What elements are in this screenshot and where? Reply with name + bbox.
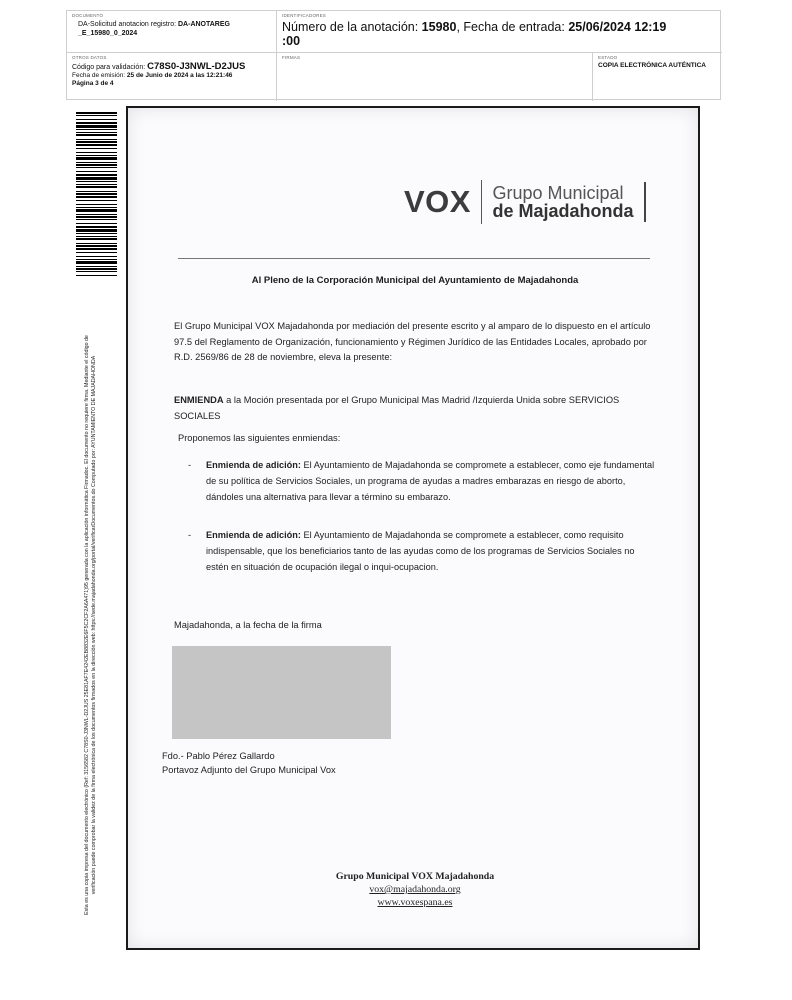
- documento-caption: DOCUMENTO: [72, 13, 104, 18]
- documento-value: DA-Solicitud anotacion registro: DA-ANOTAREG _E_15980_0_2024: [78, 21, 230, 37]
- proposal-intro: Proponemos las siguientes enmiendas:: [178, 433, 341, 443]
- identificadores-cell: [277, 11, 722, 53]
- footer-web[interactable]: www.voxespana.es: [377, 897, 453, 908]
- emission-date: Fecha de emisión: 25 de Junio de 2024 a las 12:21:46: [72, 72, 233, 79]
- letter-footer: [128, 870, 702, 909]
- otros-caption: OTROS DATOS: [72, 55, 107, 60]
- footer-email[interactable]: vox@majadahonda.org: [369, 884, 461, 895]
- otros-datos-cell: [67, 53, 277, 101]
- signatory-name: Fdo.- Pablo Pérez Gallardo: [162, 751, 275, 761]
- identificadores-value: Número de la anotación: 15980, Fecha de entrada: 25/06/2024 12:19 :00: [282, 20, 667, 48]
- barcode: [76, 112, 117, 276]
- signatory-role: Portavoz Adjunto del Grupo Municipal Vox: [162, 765, 336, 775]
- side-text-line-1: Esta es una copia impresa del documento electrónico (Ref: 3156582 C78S0-J3NWL-D2JUS 25E81AF7E4242EB8832E6F5C2CF2A6A471)95 generada con la aplicación informática Firmadoc. El documento no requiere firma. Mediante el código de: [84, 335, 90, 915]
- bullet: -: [188, 530, 192, 540]
- estado-value: COPIA ELECTRÓNICA AUTÉNTICA: [598, 62, 706, 69]
- logo-line-1: Grupo Municipal: [492, 183, 624, 203]
- validation-code: Código para validación: C78S0-J3NWL-D2JUS: [72, 61, 246, 72]
- place-date: Majadahonda, a la fecha de la firma: [174, 620, 322, 630]
- page-number: Página 3 de 4: [72, 80, 114, 87]
- estado-caption: ESTADO: [598, 55, 618, 60]
- vox-logo: [404, 178, 646, 226]
- signatory: [162, 749, 336, 777]
- bullet: -: [188, 460, 192, 470]
- verification-side-text: [84, 280, 97, 970]
- logo-line-2: de Majadahonda: [492, 201, 634, 221]
- documento-cell: [67, 11, 277, 53]
- redacted-signature: [172, 646, 391, 739]
- estado-cell: [593, 53, 722, 101]
- logo-brand: VOX: [404, 184, 471, 219]
- document-header: [66, 10, 721, 100]
- footer-name: Grupo Municipal VOX Majadahonda: [335, 871, 495, 882]
- logo-bar: [644, 182, 646, 222]
- logo-text: [492, 184, 633, 220]
- firmas-cell: [277, 53, 593, 101]
- enmienda-paragraph: ENMIENDA a la Moción presentada por el Grupo Municipal Mas Madrid /Izquierda Unida sobre SERVICIOS SOCIALES: [174, 395, 620, 421]
- identificadores-caption: IDENTIFICADORES: [282, 13, 327, 18]
- scanned-letter: VOX Grupo Municipal de Majadahonda Al Pleno de la Corporación Municipal del Ayuntamiento de Majadahonda El Grupo Municipal VOX Majadahonda por mediación del presente escrito y al amparo de lo dispuesto en el artículo 97.5 del Reglamento de Organización, funcionamiento y Régimen Jurídico de las Entidades Locales, aprobado por R.D. 2569/86 de 28 de noviembre, eleva la presente: ENMIENDA a la Moción presentada por el Grupo Municipal Mas Madrid /Izquierda Unida sobre SERVICIOS SOCIALES Proponemos las siguientes enmiendas: - Enmienda de adición: El Ayuntamiento de Majadahonda se compromete a establecer, como eje fundamental de su política de Servicios Sociales, un programa de ayudas a madres embarazas en riesgo de aborto, dándoles una alternativa para llevar a término su embarazo. - Enmienda de adición: El Ayuntamiento de Majadahonda se compromete a establecer, como requisito indispensable, que los beneficiarios tanto de las ayudas como de los programas de Servicios Sociales no estén en situación de ocupación ilegal o inqui-ocupacion. Majadahonda, a la fecha de la firma Fdo.- Pablo Pérez Gallardo Portavoz Adjunto del Grupo Municipal Vox Grupo Municipal VOX Majadahonda vox@majadahonda.org www.voxespana.es: [126, 106, 700, 950]
- firmas-caption: FIRMAS: [282, 55, 301, 60]
- intro-paragraph: El Grupo Municipal VOX Majadahonda por mediación del presente escrito y al amparo de lo dispuesto en el artículo 97.5 del Reglamento de Organización, funcionamiento y Régimen Jurídico de las Entidades Locales, aprobado por R.D. 2569/86 de 28 de noviembre, eleva la presente:: [174, 321, 651, 362]
- logo-separator: [481, 180, 483, 224]
- letter-title: Al Pleno de la Corporación Municipal del Ayuntamiento de Majadahonda: [251, 275, 579, 286]
- barcode-stripe: [76, 275, 117, 276]
- side-text-line-2: verificación puede comprobar la validez de la firma electrónica de los documentos firmados en la dirección web: https://sede.majadahonda.org/portal/verificarDocumentos.do Computado por: AYUNTAMIENTO DE MAJADAHONDA: [90, 355, 97, 895]
- header-divider: [178, 258, 650, 259]
